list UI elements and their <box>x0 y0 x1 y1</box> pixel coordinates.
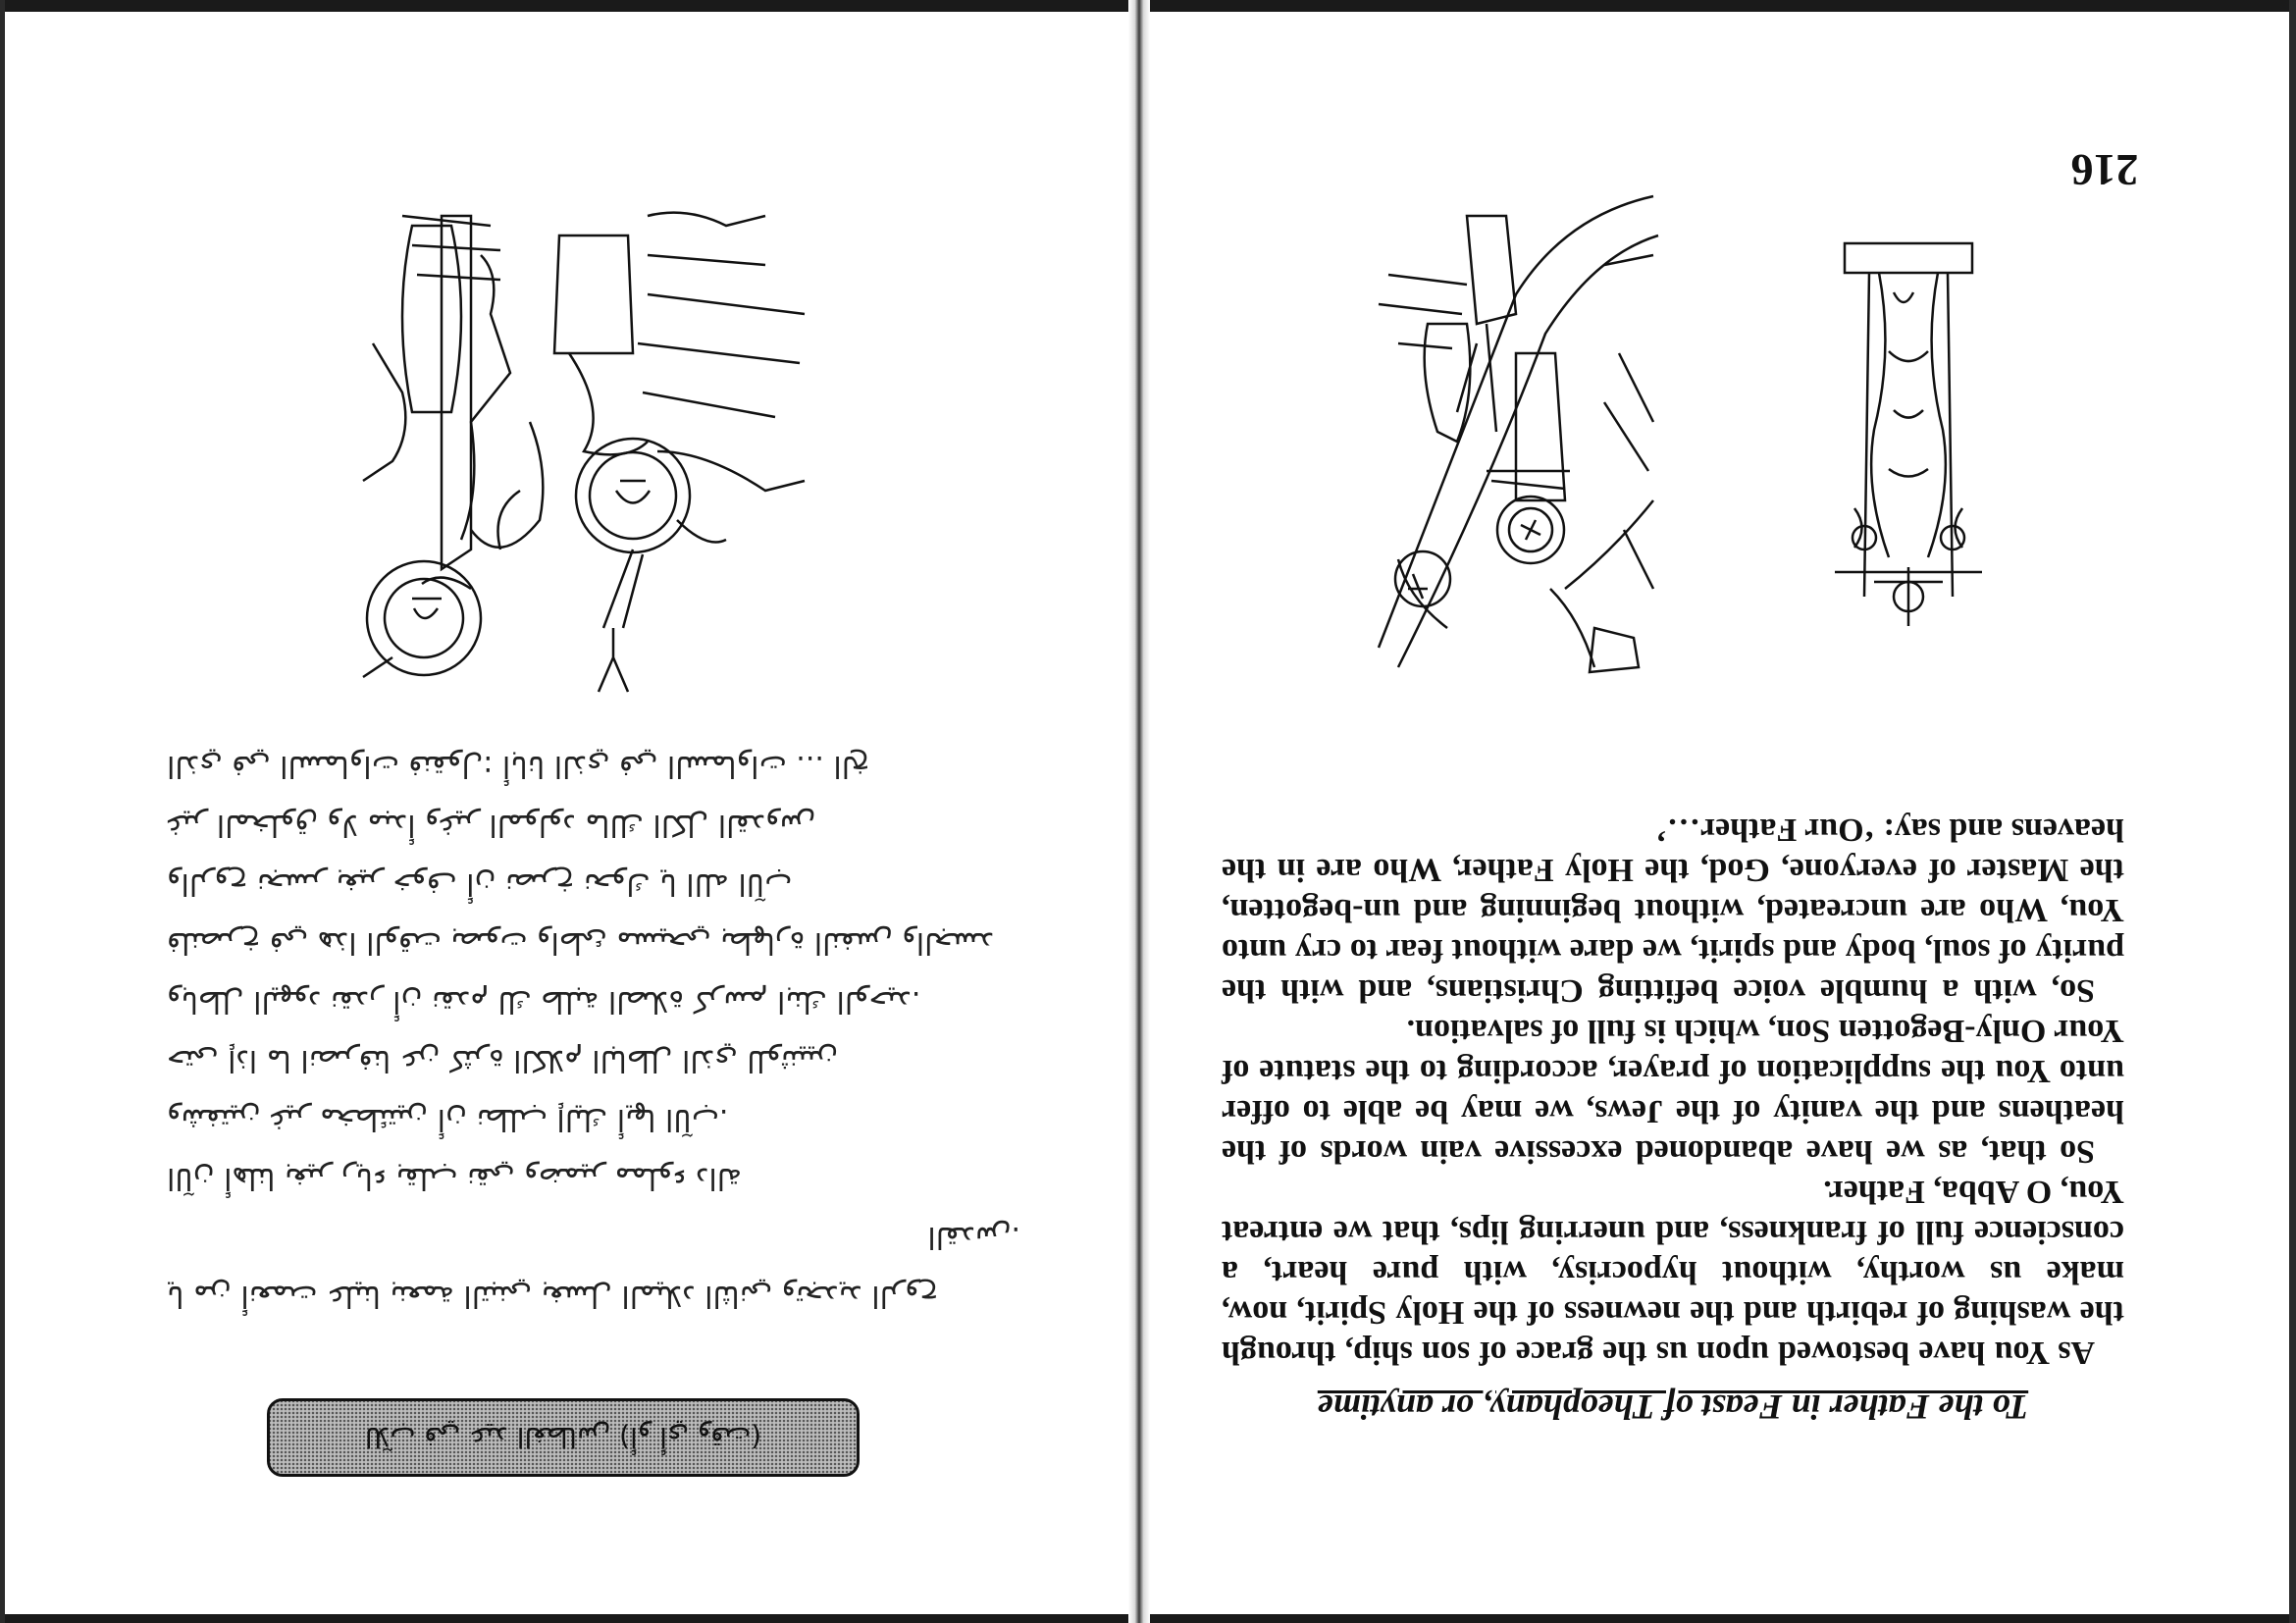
theophany-illustration <box>353 196 814 707</box>
prayer-paragraph-3: So, with a humble voice befitting Christians, and with the purity of soul, body and spirit, we dare without fear to cry unto You, Who are uncreated, without beginning and un-begotten, the Master of everyone, God, the Holy Father, Who are in the heavens and say: ‘Our Father…’ <box>1222 812 2124 1009</box>
scan-border-right <box>2289 0 2296 1623</box>
arabic-line-4: وشفتين غير مخطئتين أن نطلب إليك أيها الآب. <box>167 1102 729 1136</box>
banner-text: للآب في عيد الغطاس (أو أي وقت) <box>364 1421 762 1454</box>
prayer-title: To the Father in Feast of Theophany, or anytime <box>1317 1387 2029 1427</box>
arabic-line-5: حتى إذا ما انصرفنا عن كثرة الكلام الباطل الذي للوثنيين <box>167 1043 839 1077</box>
crucifixion-illustration <box>1835 234 1982 626</box>
baptism-of-christ-illustration <box>1369 177 1663 697</box>
arabic-text-block <box>167 707 1020 1325</box>
prayer-paragraph-1: As You have bestowed upon us the grace of son ship, through the washing of rebirth and the newness of the Holy Spirit, now, make us worthy, without hypocrisy, with pure heart, a conscience full of frankness, and unerring lips, that we entreat You, O Abba, Father. <box>1222 1174 2124 1371</box>
arabic-line-9: غير المخلوق ولا مبدأ وغير المولود مالك الكل القدوس <box>167 808 816 842</box>
arabic-line-10: الذي في السماوات فنقول: أبانا الذي في السماوات ... الخ <box>167 749 870 783</box>
scan-border-left <box>0 0 5 1623</box>
arabic-line-7: فلنصرخ في هذا الوقت بصوت واطئ مسيحي بطهارة النفس والجسد <box>167 925 995 960</box>
page-number: 216 <box>2070 145 2139 195</box>
prayer-paragraph-2: So that, as we have abandoned excessive vain words of the heathens and the vanity of the Jews, we may be able to offer unto You the supplication of prayer, according to the statute of Your Only-Begotten Son, which is full of salvation. <box>1222 1013 2124 1170</box>
book-gutter <box>1128 0 1150 1623</box>
arabic-line-2: القدس. <box>927 1220 1020 1254</box>
arabic-line-8: والروح نجسر بغير خوف أن نصرخ نحوك يا الله الآب <box>167 866 793 901</box>
arabic-line-3: الآن أهلنا بغير رياء بقلب نقي وضمير مملوء دالة <box>167 1161 742 1195</box>
arabic-line-1: يا من أنعمت علينا بنعمة التبني بغسل الميلاد الثاني وتجديد الروح <box>167 1279 939 1313</box>
arabic-title-banner <box>267 1398 860 1477</box>
english-prayer-block <box>1222 726 2124 1428</box>
arabic-line-6: وباطل اليهود نقدر أن نقدم لك طلبة الصلاة كرسم ابنك الوحيد. <box>167 984 921 1019</box>
